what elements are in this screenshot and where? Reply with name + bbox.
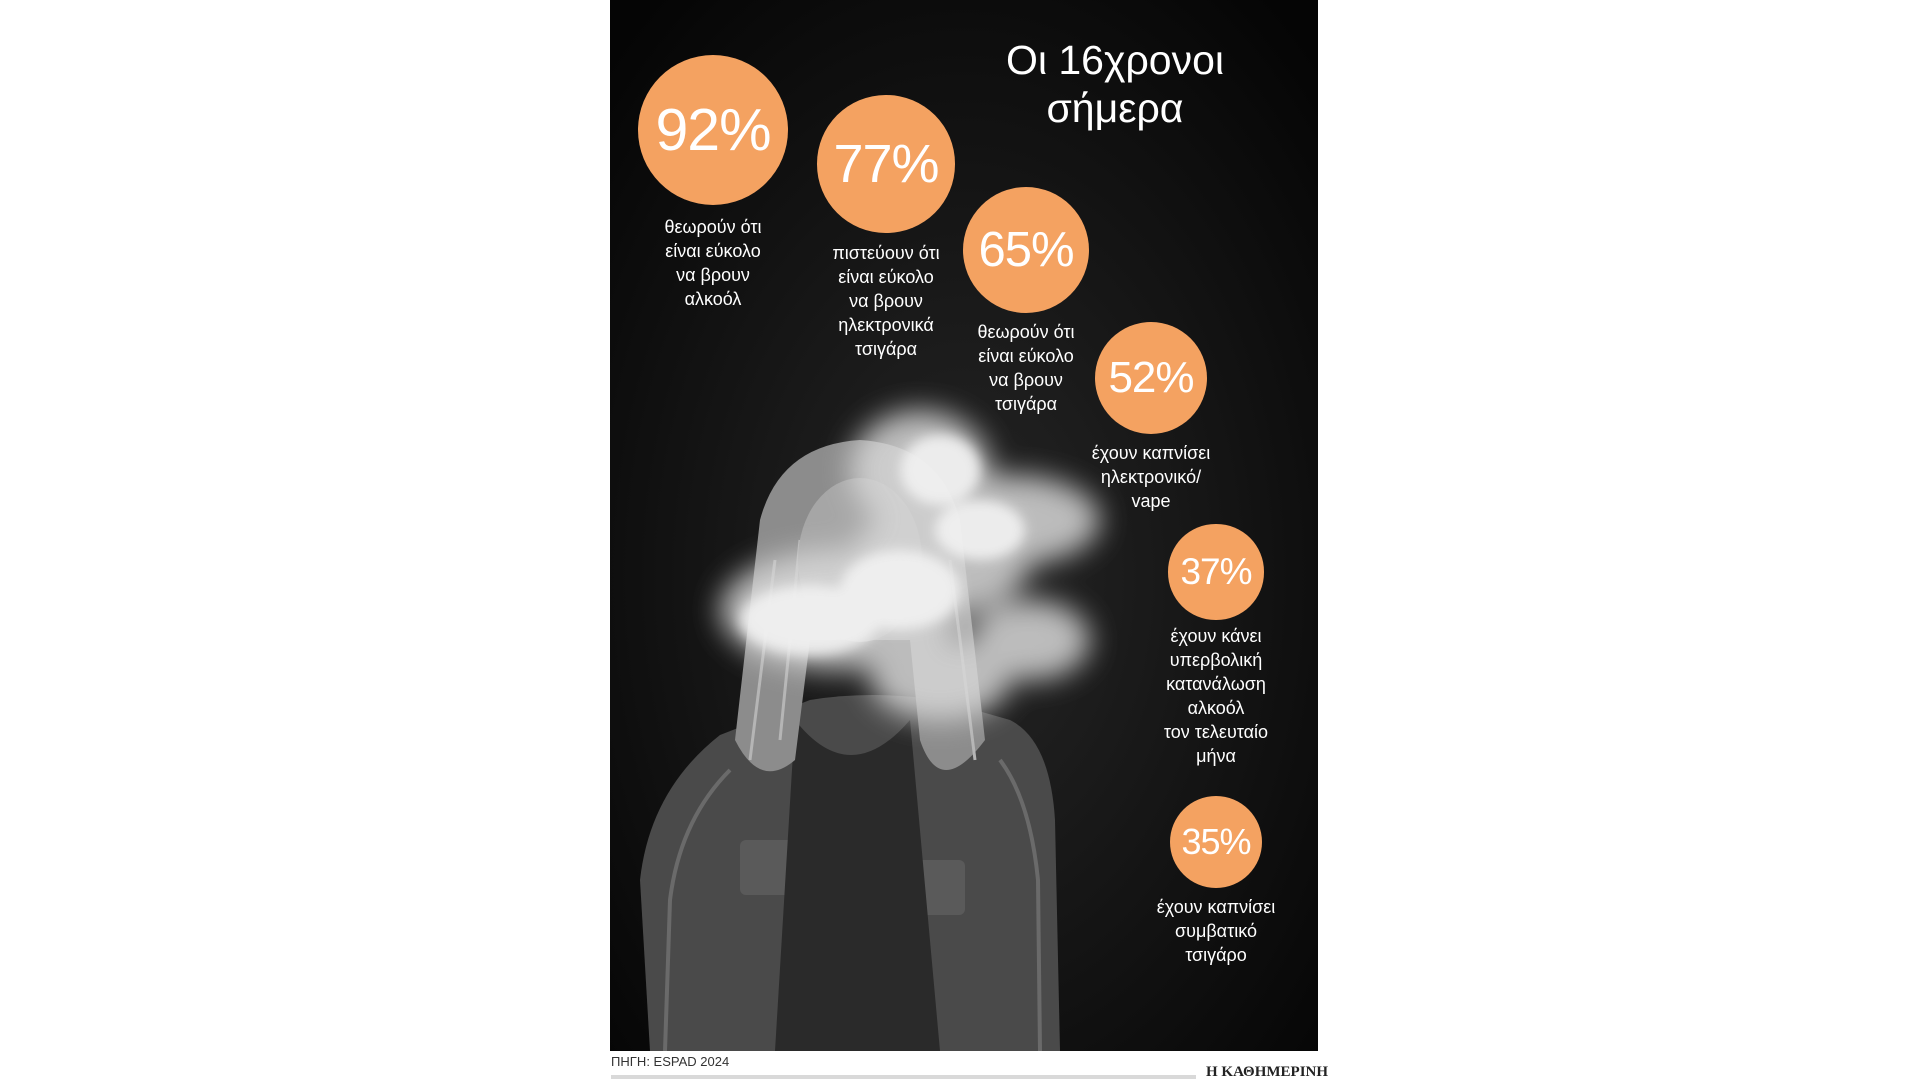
infographic-panel — [610, 0, 1318, 1051]
stat-label: θεωρούν ότι είναι εύκολο να βρουν αλκοόλ — [664, 217, 762, 309]
stat-value: 52% — [1108, 352, 1194, 402]
stat-circle — [1168, 524, 1263, 619]
stat-circle — [817, 95, 954, 232]
source-note: ΠΗΓΗ: ESPAD 2024 — [611, 1054, 730, 1069]
stat-label: πιστεύουν ότι είναι εύκολο να βρουν ηλεκτρονικά τσιγάρα — [832, 243, 940, 359]
stat-value: 77% — [833, 133, 939, 194]
stat-value: 35% — [1181, 820, 1251, 862]
stat-label: έχουν καπνίσει ηλεκτρονικό/ vape — [1091, 443, 1211, 511]
stat-label: θεωρούν ότι είναι εύκολο να βρουν τσιγάρα — [977, 322, 1075, 414]
footer-divider — [611, 1075, 1196, 1079]
title-line-1: Οι 16χρονοι — [1005, 37, 1225, 83]
stat-label: έχουν καπνίσει συμβατικό τσιγάρο — [1156, 897, 1276, 965]
stat-circle — [638, 55, 788, 205]
stat-circle — [1095, 322, 1208, 435]
stat-circle — [963, 187, 1089, 313]
stat-value: 65% — [978, 222, 1074, 277]
stat-value: 92% — [655, 97, 771, 163]
title-line-2: σήμερα — [1046, 85, 1184, 131]
stat-label: έχουν κάνει υπερβολική κατανάλωση αλκοόλ τον τελευταίο μήνα — [1163, 626, 1269, 766]
stat-circle — [1170, 796, 1263, 889]
stat-value: 37% — [1180, 550, 1252, 592]
publisher-logo: Η ΚΑΘΗΜΕΡΙΝΗ — [1206, 1064, 1329, 1080]
